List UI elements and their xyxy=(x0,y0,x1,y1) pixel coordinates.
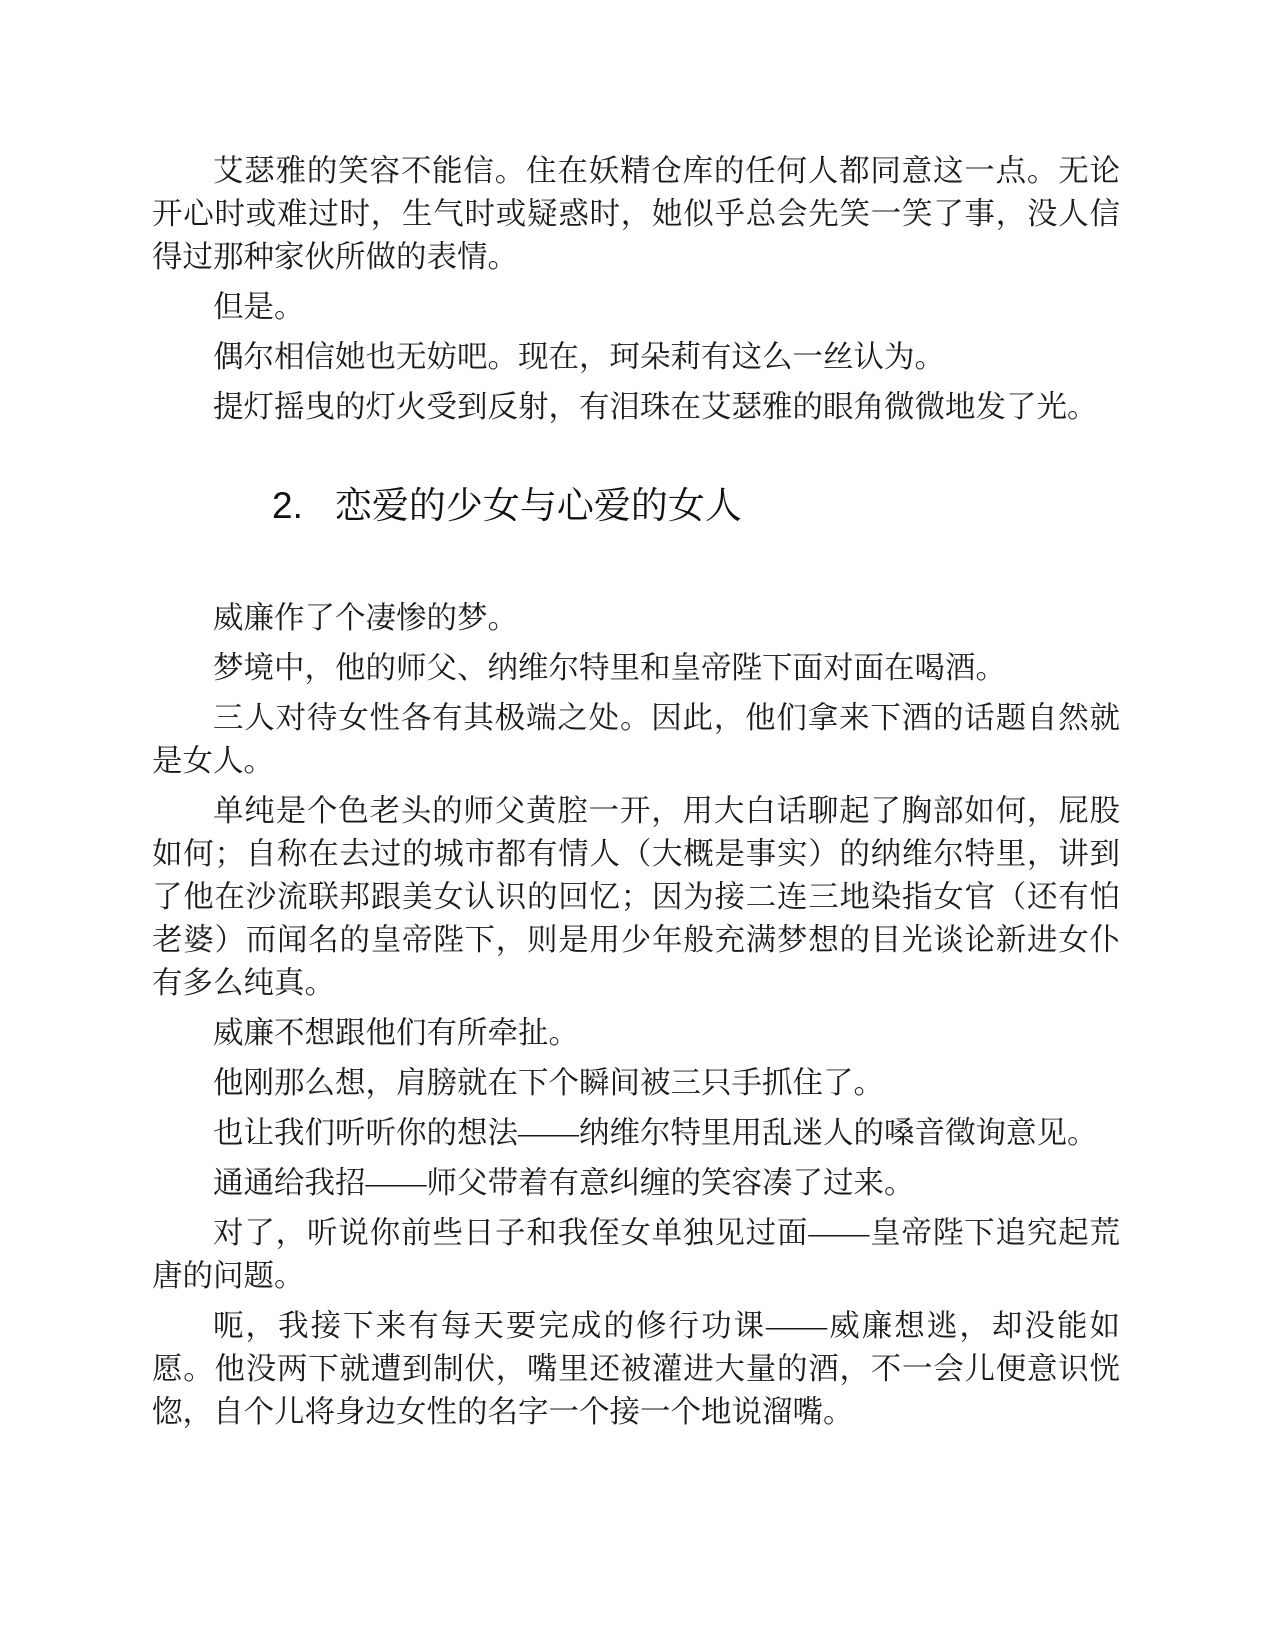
paragraph: 梦境中，他的师父、纳维尔特里和皇帝陛下面对面在喝酒。 xyxy=(213,651,1006,685)
paragraph: 艾瑟雅的笑容不能信。住在妖精仓库的任何人都同意这一点。无论开心时或难过时，生气时或疑惑时，她似乎总会先笑一笑了事，没人信得过那种家伙所做的表情。 xyxy=(152,154,1120,274)
paragraph: 提灯摇曳的灯火受到反射，有泪珠在艾瑟雅的眼角微微地发了光。 xyxy=(213,390,1098,424)
paragraph: 通通给我招——师父带着有意纠缠的笑容凑了过来。 xyxy=(213,1166,915,1200)
chapter-number: 2. xyxy=(272,485,303,526)
paragraph: 单纯是个色老头的师父黄腔一开，用大白话聊起了胸部如何，屁股如何；自称在去过的城市都有情人（大概是事实）的纳维尔特里，讲到了他在沙流联邦跟美女认识的回忆；因为接二连三地染指女官（还有怕老婆）而闻名的皇帝陛下，则是用少年般充满梦想的目光谈论新进女仆有多么纯真。 xyxy=(152,794,1120,1000)
paragraph: 但是。 xyxy=(213,290,305,324)
paragraph: 对了，听说你前些日子和我侄女单独见过面——皇帝陛下追究起荒唐的问题。 xyxy=(152,1216,1120,1293)
chapter-heading xyxy=(152,479,1120,533)
paragraph: 威廉作了个凄惨的梦。 xyxy=(213,601,518,635)
paragraph: 也让我们听听你的想法——纳维尔特里用乱迷人的嗓音徵询意见。 xyxy=(213,1116,1098,1150)
paragraph: 呃，我接下来有每天要完成的修行功课——威廉想逃，却没能如愿。他没两下就遭到制伏，嘴里还被灌进大量的酒，不一会儿便意识恍惚，自个儿将身边女性的名字一个接一个地说溜嘴。 xyxy=(152,1309,1120,1429)
paragraph: 偶尔相信她也无妨吧。现在，珂朵莉有这么一丝认为。 xyxy=(213,340,945,374)
paragraph: 威廉不想跟他们有所牵扯。 xyxy=(213,1016,579,1050)
chapter-title: 恋爱的少女与心爱的女人 xyxy=(334,485,742,526)
paragraph: 他刚那么想，肩膀就在下个瞬间被三只手抓住了。 xyxy=(213,1066,884,1100)
text-content xyxy=(152,150,1120,1441)
paragraph: 三人对待女性各有其极端之处。因此，他们拿来下酒的话题自然就是女人。 xyxy=(152,701,1120,778)
